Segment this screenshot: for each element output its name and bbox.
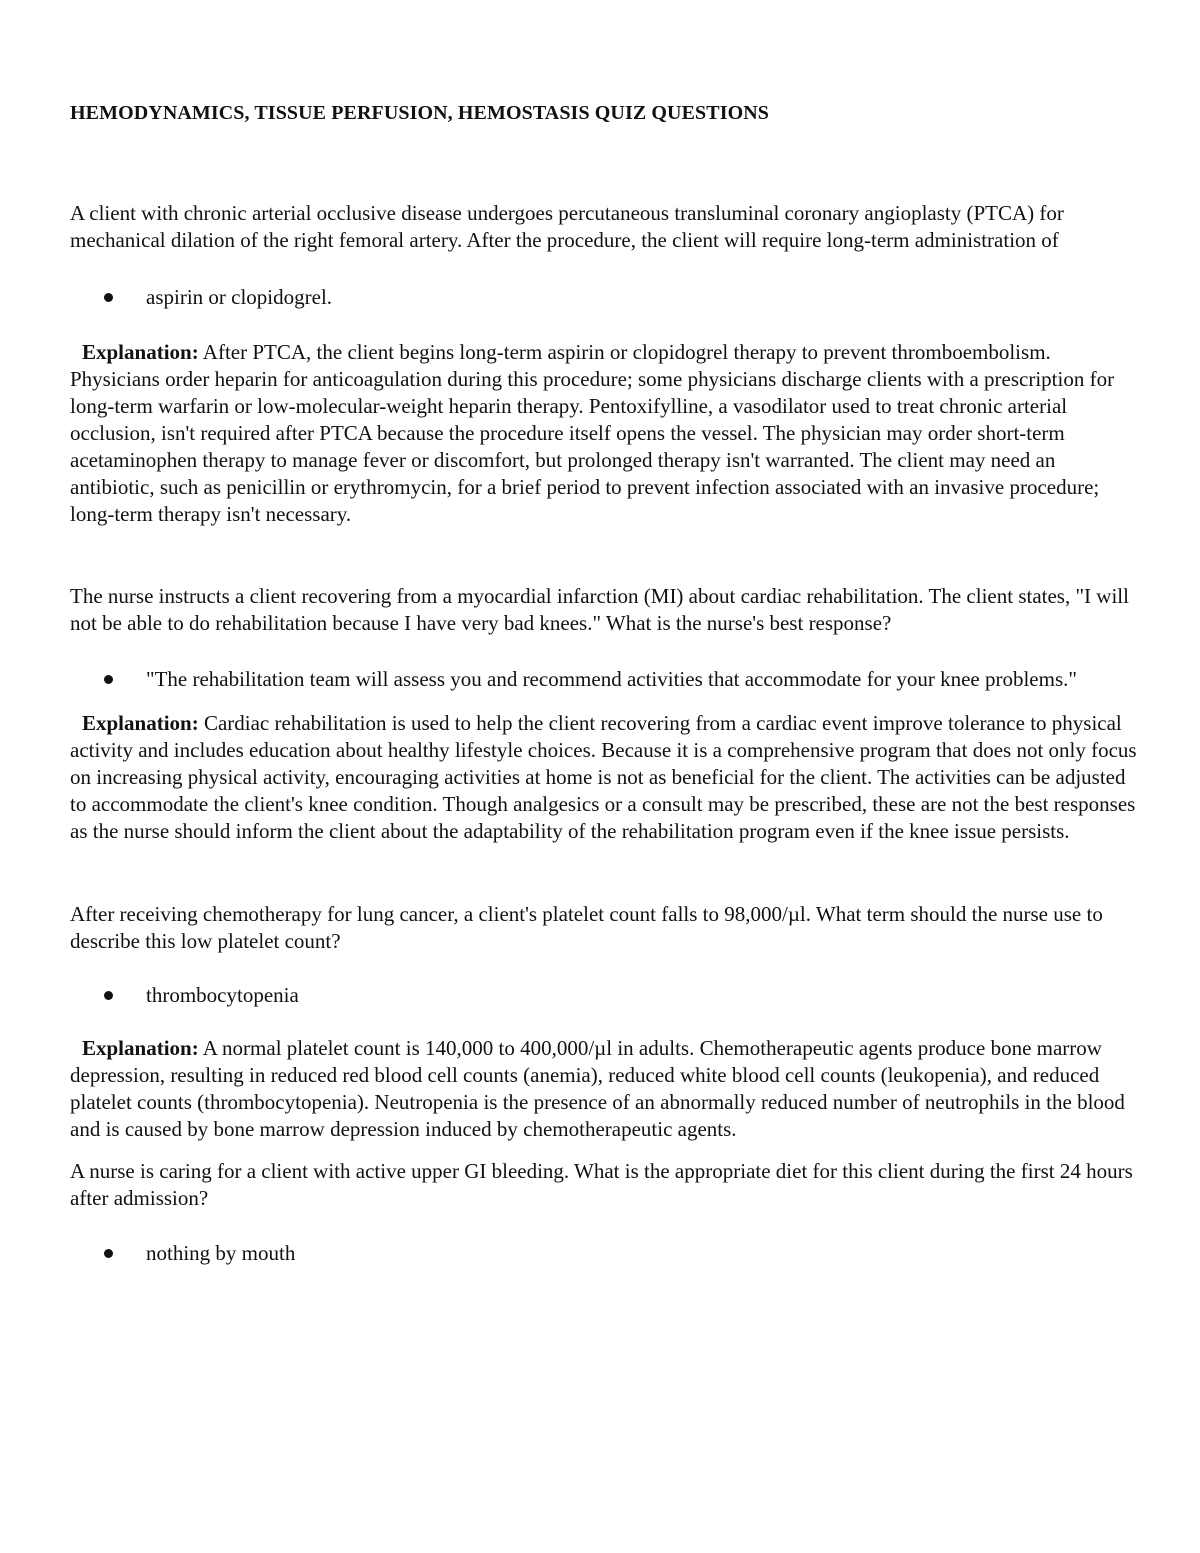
explanation-paragraph — [70, 339, 1140, 528]
answer-text: nothing by mouth — [146, 1241, 296, 1265]
explanation-text: After PTCA, the client begins long-term aspirin or clopidogrel therapy to prevent thromboembolism. Physicians order heparin for anticoagulation during this procedure; some physicians discharge clients with a prescription for long-term warfarin or low-molecular-weight heparin therapy. Pentoxifylline, a vasodilator used to treat chronic arterial occlusion, isn't required after PTCA because the procedure itself opens the vessel. The physician may order short-term acetaminophen therapy to manage fever or discomfort, but prolonged therapy isn't warranted. The client may need an antibiotic, such as penicillin or erythromycin, for a brief period to prevent infection associated with an invasive procedure; long-term therapy isn't necessary. — [70, 340, 1115, 526]
bullet-icon — [104, 1249, 113, 1258]
explanation-label: Explanation: — [82, 340, 199, 364]
explanation-text: A normal platelet count is 140,000 to 400,000/µl in adults. Chemotherapeutic agents produce bone marrow depression, resulting in reduced red blood cell counts (anemia), reduced white blood cell counts (leukopenia), and reduced platelet counts (thrombocytopenia). Neutropenia is the presence of an abnormally reduced number of neutrophils in the blood and is caused by bone marrow depression induced by chemotherapeutic agents. — [70, 1036, 1125, 1141]
bullet-icon — [104, 293, 113, 302]
explanation-label: Explanation: — [82, 1036, 199, 1060]
explanation-paragraph — [70, 1035, 1140, 1143]
explanation-paragraph — [70, 710, 1140, 845]
question-text: A client with chronic arterial occlusive disease undergoes percutaneous transluminal coronary angioplasty (PTCA) for mechanical dilation of the right femoral artery. After the procedure, the client will require long-term administration of — [70, 201, 1064, 252]
question-text: The nurse instructs a client recovering from a myocardial infarction (MI) about cardiac rehabilitation. The client states, "I will not be able to do rehabilitation because I have very bad knees." What is the nurse's best response? — [70, 584, 1129, 635]
explanation-label: Explanation: — [82, 711, 199, 735]
bullet-icon — [104, 991, 113, 1000]
question-text: A nurse is caring for a client with active upper GI bleeding. What is the appropriate diet for this client during the first 24 hours after admission? — [70, 1159, 1133, 1210]
explanation-text: Cardiac rehabilitation is used to help the client recovering from a cardiac event improve tolerance to physical activity and includes education about healthy lifestyle choices. Because it is a comprehensive program that does not only focus on increasing physical activity, encouraging activities at home is not as beneficial for the client. The activities can be adjusted to accommodate the client's knee condition. Though analgesics or a consult may be prescribed, these are not the best responses as the nurse should inform the client about the adaptability of the rehabilitation program even if the knee issue persists. — [70, 711, 1137, 843]
document-page — [70, 100, 1140, 1267]
answer-text: "The rehabilitation team will assess you and recommend activities that accommodate for your knee problems." — [146, 667, 1077, 691]
answer-item — [70, 284, 1140, 311]
answer-item — [70, 982, 1140, 1009]
answer-text: thrombocytopenia — [146, 983, 299, 1007]
answer-item — [70, 1240, 1140, 1267]
question-text: After receiving chemotherapy for lung cancer, a client's platelet count falls to 98,000/µl. What term should the nurse use to describe this low platelet count? — [70, 902, 1103, 953]
answer-text: aspirin or clopidogrel. — [146, 285, 333, 309]
document-title: HEMODYNAMICS, TISSUE PERFUSION, HEMOSTASIS QUIZ QUESTIONS — [70, 102, 770, 124]
answer-item — [70, 666, 1140, 693]
bullet-icon — [104, 675, 113, 684]
